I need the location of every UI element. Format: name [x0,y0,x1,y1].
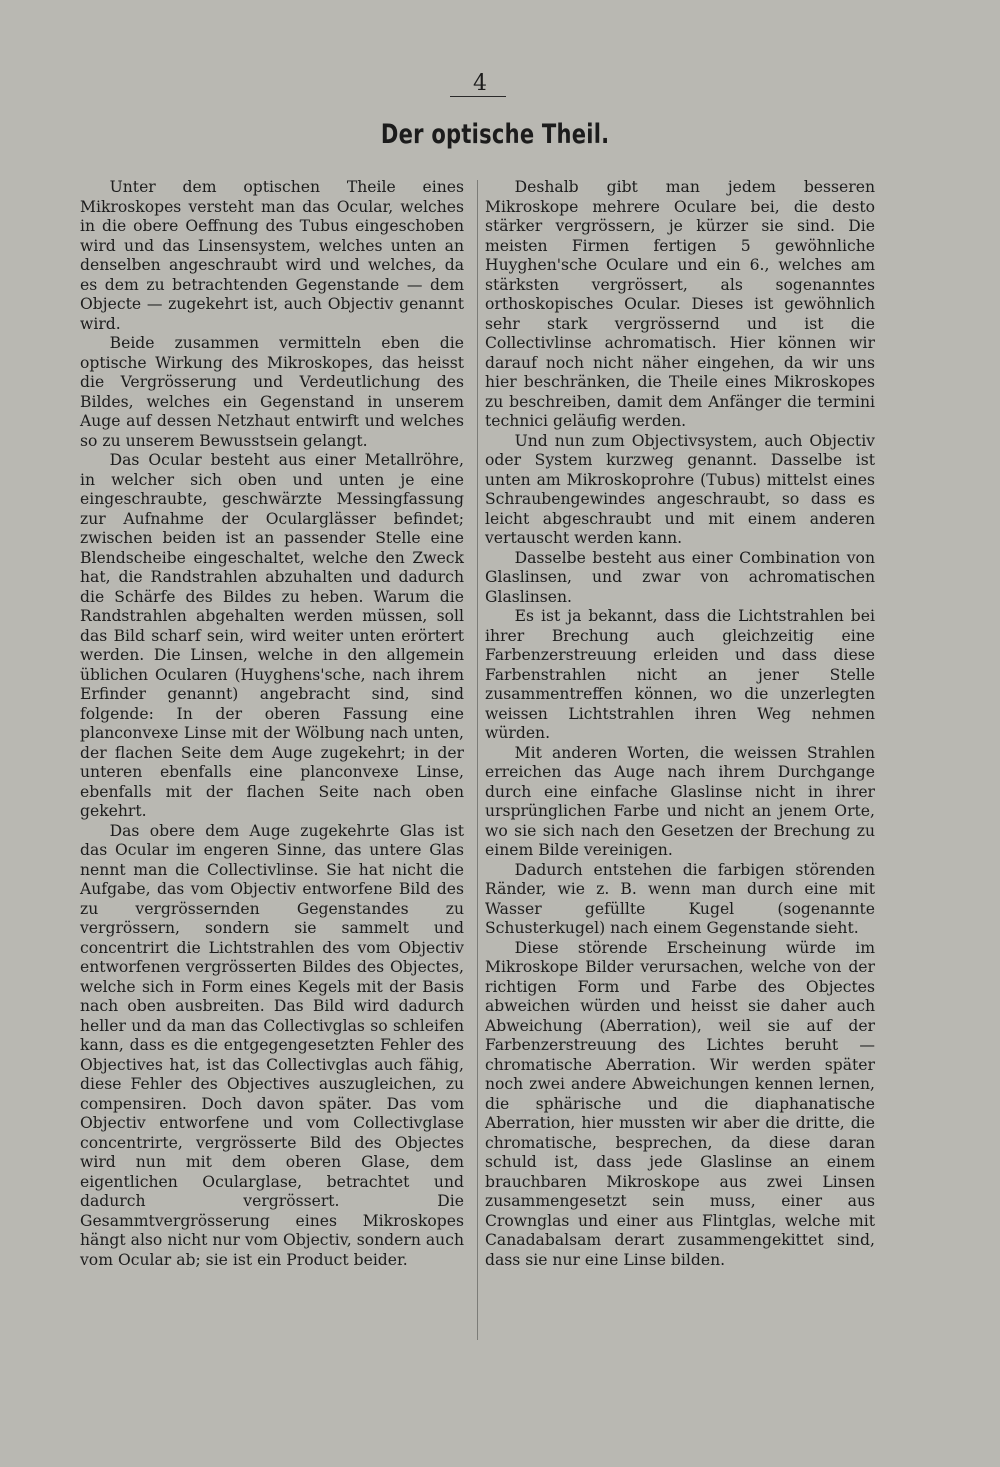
column-divider [477,180,478,1340]
page-number-underline [450,96,506,97]
paragraph: Beide zusammen vermitteln eben die optische Wirkung des Mikroskopes, das heisst die Vergrösserung und Verdeutlichung des Bildes, welches ein Gegenstand in unserem Auge auf dessen Netzhaut entwirft und welches so zu unserem Bewusstsein gelangt. [80,334,464,450]
page-number: 4 [473,71,487,96]
paragraph: Deshalb gibt man jedem besseren Mikroskope mehrere Oculare bei, die desto stärker vergrössern, je kürzer sie sind. Die meisten Firmen fertigen 5 gewöhnliche Huyghen'sche Oculare und ein 6., welches am stärksten vergrössert, als sogenanntes orthoskopisches Ocular. Dieses ist gewöhnlich sehr stark vergrössernd und ist die Collectivlinse achromatisch. Hier können wir darauf noch nicht näher eingehen, da wir uns hier beschränken, die Theile eines Mikroskopes zu beschreiben, damit dem Anfänger die termini technici geläufig werden. [485,178,875,430]
section-title: Der optische Theil. [380,119,610,150]
paragraph: Dasselbe besteht aus einer Combination von Glaslinsen, und zwar von achromatischen Glaslinsen. [485,548,875,606]
paragraph: Diese störende Erscheinung würde im Mikroskope Bilder verursachen, welche von der richtigen Form und Farbe des Objectes abweichen würden und heisst sie daher auch Abweichung (Aberration), weil sie auf der Farbenzerstreuung des Lichtes beruht — chromatische Aberration. Wir werden später noch zwei andere Abweichungen kennen lernen, die sphärische und die diaphanatische Aberration, hier mussten wir aber die dritte, die chromatische, besprechen, da diese daran schuld ist, dass jede Glaslinse an einem brauchbaren Mikroskope aus zwei Linsen zusammengesetzt sein muss, einer aus Crownglas und einer aus Flintglas, welche mit Canadabalsam derart zusammengekittet sind, dass sie nur eine Linse bilden. [485,938,875,1269]
paragraph: Das Ocular besteht aus einer Metallröhre, in welcher sich oben und unten je eine eingeschraubte, geschwärzte Messingfassung zur Aufnahme der Ocularglässer befindet; zwischen beiden ist an passender Stelle eine Blendscheibe eingeschaltet, welche den Zweck hat, die Randstrahlen abzuhalten und dadurch die Schärfe des Bildes zu heben. Warum die Randstrahlen abgehalten werden müssen, soll das Bild scharf sein, wird weiter unten erörtert werden. Die Linsen, welche in den allgemein üblichen Ocularen (Huyghens'sche, nach ihrem Erfinder genannt) angebracht sind, sind folgende: In der oberen Fassung eine planconvexe Linse mit der Wölbung nach unten, der flachen Seite dem Auge zugekehrt; in der unteren ebenfalls eine planconvexe Linse, ebenfalls mit der flachen Seite nach oben gekehrt. [80,451,464,820]
paragraph: Und nun zum Objectivsystem, auch Objectiv oder System kurzweg genannt. Dasselbe ist unten am Mikroskoprohre (Tubus) mittelst eines Schraubengewindes angeschraubt, so dass es leicht abgeschraubt und mit einem anderen vertauscht werden kann. [485,431,875,547]
paragraph: Mit anderen Worten, die weissen Strahlen erreichen das Auge nach ihrem Durchgange durch eine einfache Glaslinse nicht in ihrer ursprünglichen Farbe und nicht an jenem Orte, wo sie sich nach den Gesetzen der Brechung zu einem Bilde vereinigen. [485,743,875,859]
right-column [485,178,875,1270]
left-column [80,178,464,1270]
paragraph: Unter dem optischen Theile eines Mikroskopes versteht man das Ocular, welches in die obere Oeffnung des Tubus eingeschoben wird und das Linsensystem, welches unten an denselben angeschraubt wird und welches, da es dem zu betrachtenden Gegenstande — dem Objecte — zugekehrt ist, auch Objectiv genannt wird. [80,178,464,333]
paragraph: Das obere dem Auge zugekehrte Glas ist das Ocular im engeren Sinne, das untere Glas nennt man die Collectivlinse. Sie hat nicht die Aufgabe, das vom Objectiv entworfene Bild des zu vergrössernden Gegenstandes zu vergrössern, sondern sie sammelt und concentrirt die Lichtstrahlen des vom Objectiv entworfenen vergrösserten Bildes des Objectes, welche sich in Form eines Kegels mit der Basis nach oben ausbreiten. Das Bild wird dadurch heller und da man das Collectivglas so schleifen kann, dass es die entgegengesetzten Fehler des Objectives hat, ist das Collectivglas auch fähig, diese Fehler des Objectives auszugleichen, zu compensiren. Doch davon später. Das vom Objectiv entworfene und vom Collectivglase concentrirte, vergrösserte Bild des Objectes wird nun mit dem oberen Glase, dem eigentlichen Ocularglase, betrachtet und dadurch vergrössert. Die Gesammtvergrösserung eines Mikroskopes hängt also nicht nur vom Objectiv, sondern auch vom Ocular ab; sie ist ein Product beider. [80,821,464,1269]
paragraph: Es ist ja bekannt, dass die Lichtstrahlen bei ihrer Brechung auch gleichzeitig eine Farbenzerstreuung erleiden und dass diese Farbenstrahlen nicht an jener Stelle zusammentreffen können, wo die unzerlegten weissen Lichtstrahlen ihren Weg nehmen würden. [485,607,875,742]
paragraph: Dadurch entstehen die farbigen störenden Ränder, wie z. B. wenn man durch eine mit Wasser gefüllte Kugel (sogenannte Schusterkugel) nach einem Gegenstande sieht. [485,860,875,937]
